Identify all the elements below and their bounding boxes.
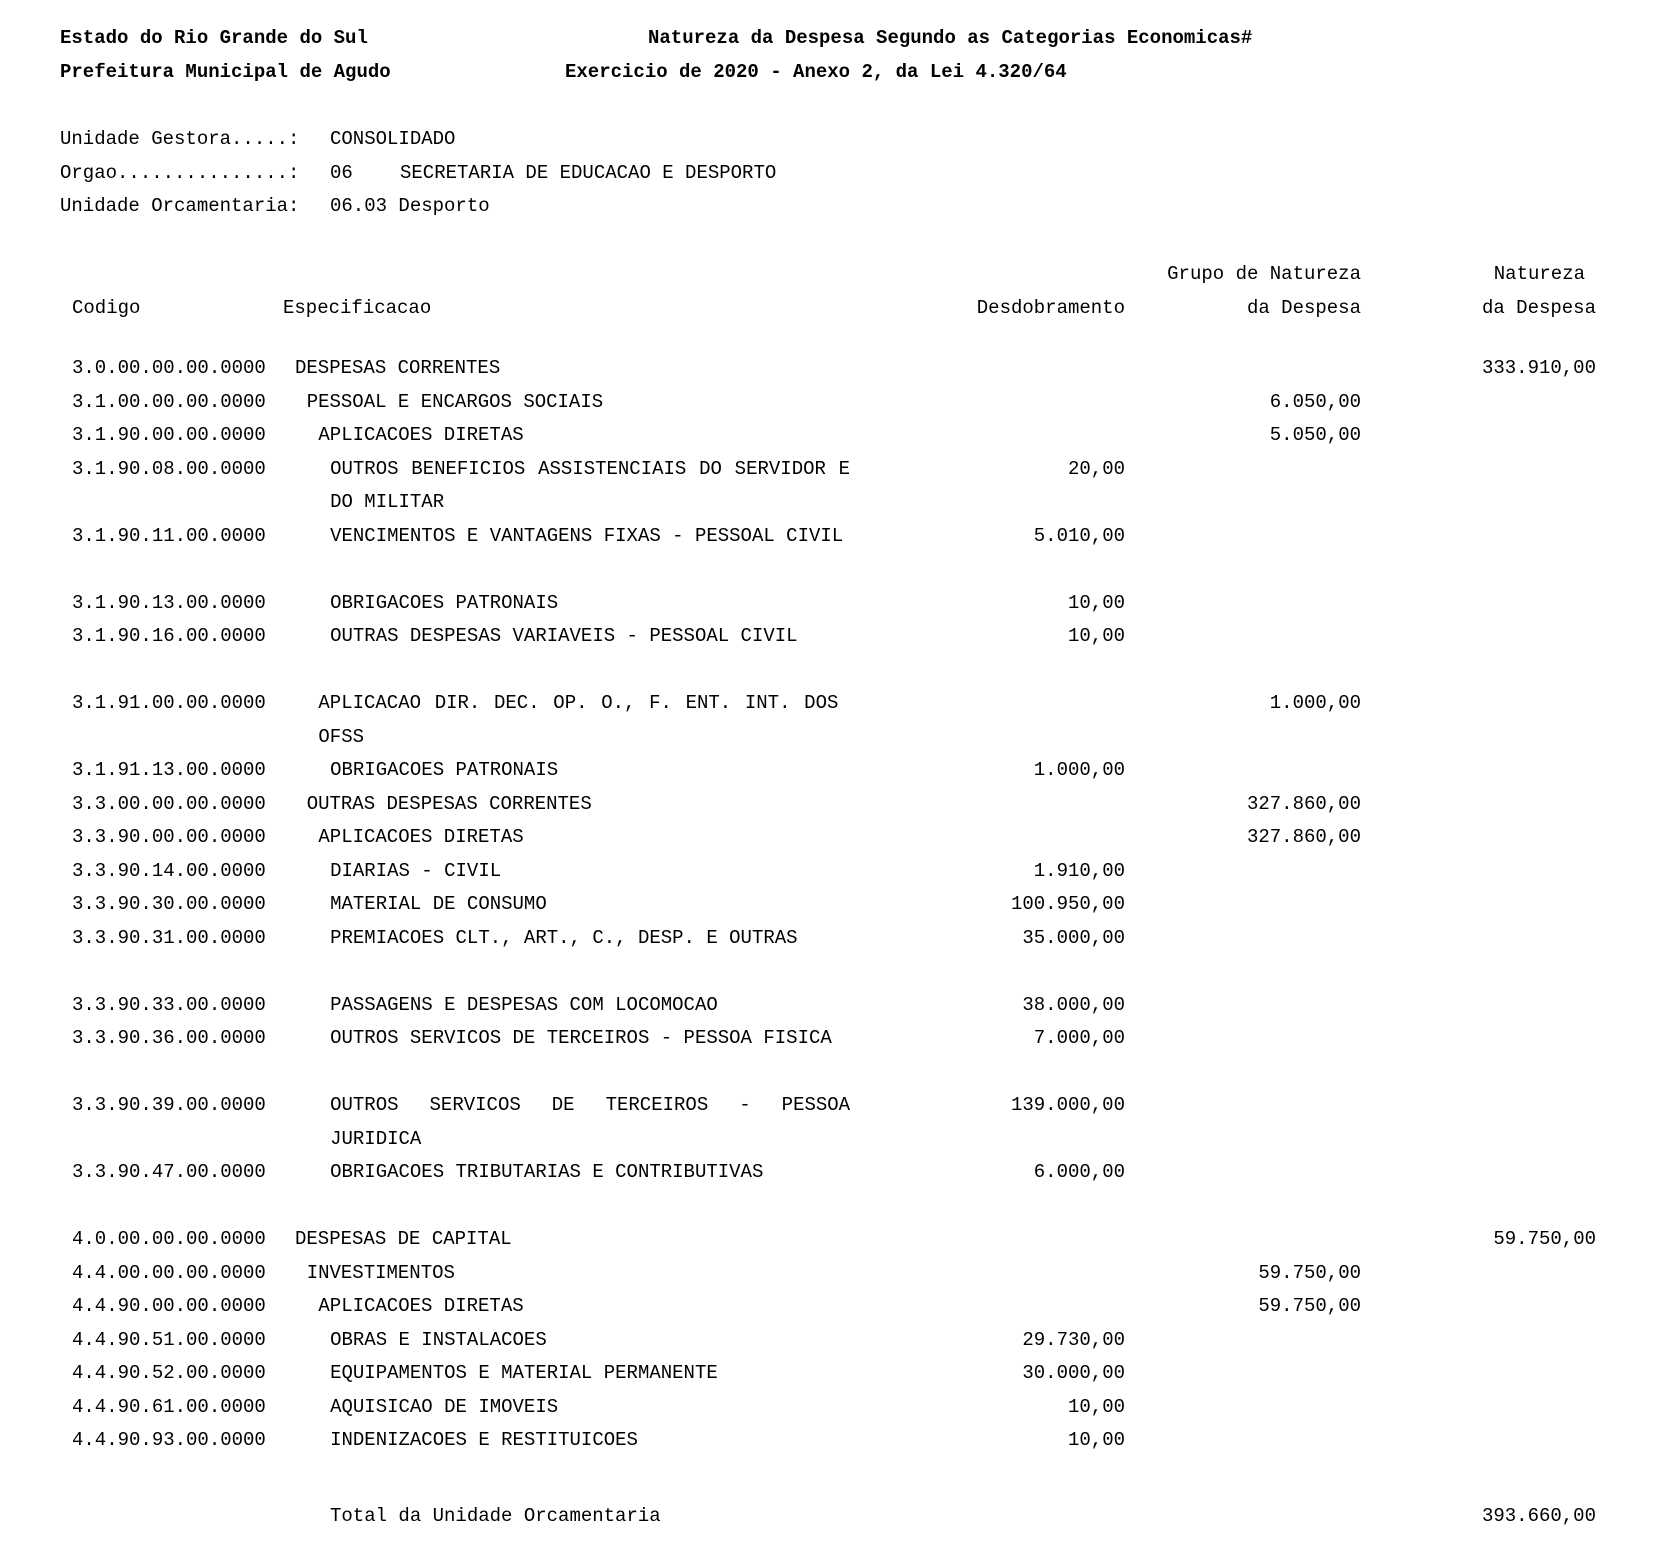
row-desdobramento: 100.950,00 <box>1010 893 1125 915</box>
table-row <box>0 520 1653 586</box>
row-code: 3.1.91.13.00.0000 <box>72 759 266 781</box>
table-row <box>0 453 1653 519</box>
row-specification: OUTROS SERVICOS DE TERCEIROS - PESSOA FISICA <box>330 1027 832 1049</box>
row-code: 4.4.90.93.00.0000 <box>72 1429 266 1451</box>
row-code: 3.1.90.16.00.0000 <box>72 625 266 647</box>
row-desdobramento: 10,00 <box>1067 625 1125 647</box>
total-label: Total da Unidade Orcamentaria <box>330 1505 661 1527</box>
municipality-name: Prefeitura Municipal de Agudo <box>60 61 391 83</box>
row-code: 4.4.00.00.00.0000 <box>72 1261 266 1284</box>
row-specification: PESSOAL E ENCARGOS SOCIAIS <box>306 390 604 413</box>
row-desdobramento: 10,00 <box>1067 1429 1125 1451</box>
row-specification: MATERIAL DE CONSUMO <box>330 893 547 915</box>
row-grupo-natureza: 1.000,00 <box>1269 692 1361 714</box>
row-grupo-natureza: 59.750,00 <box>1258 1261 1361 1284</box>
orgao-label: Orgao...............: <box>60 162 300 184</box>
row-code: 3.3.90.39.00.0000 <box>72 1094 266 1116</box>
orgao-name: SECRETARIA DE EDUCACAO E DESPORTO <box>400 162 777 184</box>
orgao-code: 06 <box>330 162 353 184</box>
column-header-natureza-line2: da Despesa <box>1481 297 1596 319</box>
table-row <box>0 1089 1653 1155</box>
row-specification: PASSAGENS E DESPESAS COM LOCOMOCAO <box>330 993 718 1016</box>
row-code: 3.3.90.14.00.0000 <box>72 859 266 882</box>
row-specification: DIARIAS - CIVIL <box>330 859 502 882</box>
row-grupo-natureza: 59.750,00 <box>1258 1295 1361 1317</box>
row-desdobramento: 38.000,00 <box>1022 993 1125 1016</box>
row-code: 3.3.90.31.00.0000 <box>72 926 266 949</box>
row-code: 3.3.00.00.00.0000 <box>72 792 266 815</box>
row-specification: APLICACOES DIRETAS <box>318 424 524 446</box>
row-code: 4.4.90.51.00.0000 <box>72 1328 266 1351</box>
table-row <box>0 1022 1653 1088</box>
row-code: 3.1.90.08.00.0000 <box>72 457 266 480</box>
column-header-grupo-line1: Grupo de Natureza <box>1167 263 1361 285</box>
row-code: 3.1.91.00.00.0000 <box>72 692 266 714</box>
table-row <box>0 1424 1653 1490</box>
row-desdobramento: 5.010,00 <box>1033 524 1125 547</box>
row-specification: OUTRAS DESPESAS VARIAVEIS - PESSOAL CIVIL <box>330 625 798 647</box>
row-code: 3.3.90.00.00.0000 <box>72 826 266 848</box>
row-code: 3.3.90.36.00.0000 <box>72 1027 266 1049</box>
state-name: Estado do Rio Grande do Sul <box>60 27 368 49</box>
row-specification: DESPESAS CORRENTES <box>295 357 501 379</box>
column-header-grupo-line2: da Despesa <box>1246 297 1361 319</box>
row-specification: OUTROS BENEFICIOS ASSISTENCIAIS DO SERVIDOR E DO MILITAR <box>330 457 851 513</box>
row-desdobramento: 1.000,00 <box>1033 759 1125 781</box>
row-specification: OBRIGACOES TRIBUTARIAS E CONTRIBUTIVAS <box>330 1161 764 1183</box>
row-code: 4.4.90.52.00.0000 <box>72 1362 266 1384</box>
row-natureza: 59.750,00 <box>1493 1228 1596 1250</box>
row-specification: INDENIZACOES E RESTITUICOES <box>330 1429 638 1451</box>
row-specification: OUTRAS DESPESAS CORRENTES <box>306 792 592 815</box>
total-value: 393.660,00 <box>1481 1505 1596 1527</box>
row-specification: DESPESAS DE CAPITAL <box>295 1228 512 1250</box>
row-grupo-natureza: 327.860,00 <box>1246 826 1361 848</box>
row-specification: VENCIMENTOS E VANTAGENS FIXAS - PESSOAL CIVIL <box>330 524 844 547</box>
row-desdobramento: 1.910,00 <box>1033 859 1125 882</box>
unidade-gestora-label: Unidade Gestora.....: <box>60 128 300 150</box>
row-code: 4.0.00.00.00.0000 <box>72 1228 266 1250</box>
column-header-natureza-line1: Natureza <box>1493 263 1585 285</box>
row-code: 3.3.90.33.00.0000 <box>72 993 266 1016</box>
row-specification: APLICACOES DIRETAS <box>318 1295 524 1317</box>
unidade-orcamentaria-label: Unidade Orcamentaria: <box>60 195 300 217</box>
row-code: 4.4.90.00.00.0000 <box>72 1295 266 1317</box>
row-code: 4.4.90.61.00.0000 <box>72 1395 266 1418</box>
table-row <box>0 1156 1653 1222</box>
column-header-especificacao: Especificacao <box>283 297 432 319</box>
row-desdobramento: 7.000,00 <box>1033 1027 1125 1049</box>
row-specification: APLICACAO DIR. DEC. OP. O., F. ENT. INT. DOS OFSS <box>318 692 839 748</box>
row-grupo-natureza: 327.860,00 <box>1246 792 1361 815</box>
row-specification: OBRIGACOES PATRONAIS <box>330 759 559 781</box>
row-code: 3.1.90.11.00.0000 <box>72 524 266 547</box>
table-row <box>0 687 1653 753</box>
row-specification: EQUIPAMENTOS E MATERIAL PERMANENTE <box>330 1362 718 1384</box>
table-row <box>0 620 1653 686</box>
table-row <box>0 922 1653 988</box>
unidade-gestora-value: CONSOLIDADO <box>330 128 456 150</box>
row-specification: INVESTIMENTOS <box>306 1261 455 1284</box>
row-desdobramento: 29.730,00 <box>1022 1328 1125 1351</box>
row-grupo-natureza: 6.050,00 <box>1269 390 1361 413</box>
row-code: 3.1.90.13.00.0000 <box>72 591 266 614</box>
row-code: 3.3.90.47.00.0000 <box>72 1161 266 1183</box>
row-desdobramento: 10,00 <box>1067 591 1125 614</box>
row-desdobramento: 35.000,00 <box>1022 926 1125 949</box>
report-title: Natureza da Despesa Segundo as Categorias Economicas# <box>648 27 1253 49</box>
row-code: 3.3.90.30.00.0000 <box>72 893 266 915</box>
unidade-orcamentaria-value: 06.03 Desporto <box>330 195 490 217</box>
row-desdobramento: 6.000,00 <box>1033 1161 1125 1183</box>
column-header-codigo: Codigo <box>72 297 141 319</box>
row-grupo-natureza: 5.050,00 <box>1269 424 1361 446</box>
row-specification: OBRIGACOES PATRONAIS <box>330 591 559 614</box>
report-subtitle: Exercicio de 2020 - Anexo 2, da Lei 4.320/64 <box>565 61 1067 83</box>
row-code: 3.0.00.00.00.0000 <box>72 357 266 379</box>
row-code: 3.1.90.00.00.0000 <box>72 424 266 446</box>
row-natureza: 333.910,00 <box>1481 357 1596 379</box>
row-specification: OUTROS SERVICOS DE TERCEIROS - PESSOA JURIDICA <box>330 1094 851 1150</box>
row-specification: APLICACOES DIRETAS <box>318 826 524 848</box>
row-specification: OBRAS E INSTALACOES <box>330 1328 547 1351</box>
row-specification: PREMIACOES CLT., ART., C., DESP. E OUTRAS <box>330 926 798 949</box>
column-header-desdobramento: Desdobramento <box>976 297 1125 319</box>
row-desdobramento: 20,00 <box>1067 457 1125 480</box>
row-specification: AQUISICAO DE IMOVEIS <box>330 1395 559 1418</box>
row-code: 3.1.00.00.00.0000 <box>72 390 266 413</box>
row-desdobramento: 30.000,00 <box>1022 1362 1125 1384</box>
row-desdobramento: 10,00 <box>1067 1395 1125 1418</box>
row-desdobramento: 139.000,00 <box>1010 1094 1125 1116</box>
